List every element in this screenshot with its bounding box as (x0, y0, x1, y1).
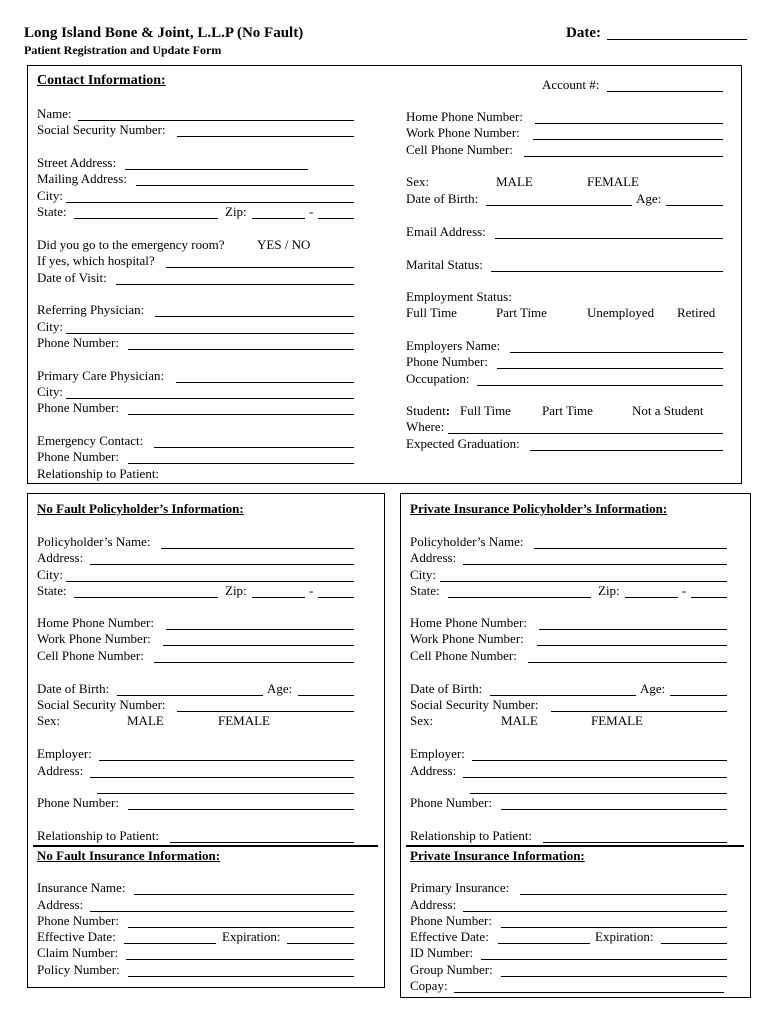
no-fault-heading: No Fault Policyholder’s Information: (37, 501, 244, 516)
pi-expiration-field[interactable] (661, 943, 727, 944)
student-not-a-student[interactable]: Not a Student (632, 403, 704, 418)
pi-state-field[interactable] (448, 597, 591, 598)
nf-employer-phone-label: Phone Number: (37, 795, 119, 810)
pi-expiration-label: Expiration: (595, 929, 654, 944)
student-label-text: Student (406, 403, 446, 418)
sex-female-option[interactable]: FEMALE (587, 174, 639, 189)
email-label: Email Address: (406, 224, 486, 239)
nf-zip-field[interactable] (252, 597, 305, 598)
pi-primary-insurance-field[interactable] (520, 894, 727, 895)
nf-insurance-phone-label: Phone Number: (37, 913, 119, 928)
nf-expiration-label: Expiration: (222, 929, 281, 944)
nf-effective-label: Effective Date: (37, 929, 116, 944)
student-full-time[interactable]: Full Time (460, 403, 511, 418)
nf-insurance-address-field[interactable] (90, 911, 354, 912)
nf-address-label: Address: (37, 550, 84, 565)
pi-work-phone-label: Work Phone Number: (410, 631, 524, 646)
ssn-field[interactable] (177, 136, 354, 137)
pi-group-number-label: Group Number: (410, 962, 493, 977)
home-phone-field[interactable] (535, 123, 723, 124)
referring-label: Referring Physician: (37, 302, 145, 317)
sex-label: Sex: (406, 174, 430, 189)
pi-insurance-address-label: Address: (410, 897, 457, 912)
employer-phone-label: Phone Number: (406, 354, 488, 369)
zip-dash: - (309, 204, 314, 219)
pi-insurance-address-field[interactable] (463, 911, 727, 912)
employment-unemployed[interactable]: Unemployed (587, 305, 655, 320)
street-field[interactable] (125, 169, 308, 170)
pi-dob-label: Date of Birth: (410, 681, 483, 696)
account-label: Account #: (542, 77, 600, 92)
where-field[interactable] (448, 433, 723, 434)
age-field[interactable] (666, 205, 723, 206)
emergency-label: Emergency Contact: (37, 433, 144, 448)
primary-care-label: Primary Care Physician: (37, 368, 165, 383)
pi-id-number-field[interactable] (481, 959, 727, 960)
contact-heading: Contact Information: (37, 73, 166, 88)
nf-work-phone-label: Work Phone Number: (37, 631, 151, 646)
nf-policy-label: Policy Number: (37, 962, 120, 977)
nf-sex-male-option[interactable]: MALE (127, 713, 164, 728)
nf-employer-address-line2[interactable] (97, 793, 354, 794)
pi-relationship-field[interactable] (543, 842, 727, 843)
pi-zip-field[interactable] (625, 597, 678, 598)
work-phone-field[interactable] (533, 139, 723, 140)
pi-zip-label: Zip: (598, 583, 620, 598)
nf-home-phone-label: Home Phone Number: (37, 615, 154, 630)
referring-city-field[interactable] (66, 333, 354, 334)
pi-age-field[interactable] (670, 695, 727, 696)
visit-label: Date of Visit: (37, 270, 107, 285)
nf-dob-label: Date of Birth: (37, 681, 110, 696)
hospital-label: If yes, which hospital? (37, 253, 155, 268)
street-label: Street Address: (37, 155, 117, 170)
emergency-field[interactable] (154, 447, 354, 448)
pi-employer-field[interactable] (472, 760, 727, 761)
zip-ext-field[interactable] (318, 218, 354, 219)
primary-city-field[interactable] (66, 398, 354, 399)
pi-age-label: Age: (640, 681, 666, 696)
nf-relationship-label: Relationship to Patient: (37, 828, 160, 843)
pi-home-phone-label: Home Phone Number: (410, 615, 527, 630)
name-field[interactable] (78, 120, 354, 121)
pi-employer-phone-field[interactable] (501, 809, 727, 810)
city-label: City: (37, 188, 64, 203)
pi-primary-insurance-label: Primary Insurance: (410, 880, 510, 895)
pi-sex-label: Sex: (410, 713, 434, 728)
mailing-field[interactable] (136, 185, 354, 186)
cell-phone-field[interactable] (524, 156, 723, 157)
nf-policyholder-label: Policyholder’s Name: (37, 534, 151, 549)
pi-sex-female-option[interactable]: FEMALE (591, 713, 643, 728)
pi-copay-label: Copay: (410, 978, 448, 993)
nf-cell-phone-label: Cell Phone Number: (37, 648, 144, 663)
nf-employer-address-label: Address: (37, 763, 84, 778)
nf-insurance-heading: No Fault Insurance Information: (37, 848, 221, 863)
relationship-label: Relationship to Patient: (37, 466, 160, 481)
primary-phone-field[interactable] (128, 414, 354, 415)
student-label-colon: : (445, 403, 451, 418)
nf-policyholder-field[interactable] (161, 548, 354, 549)
nf-state-field[interactable] (74, 597, 218, 598)
cell-phone-label: Cell Phone Number: (406, 142, 513, 157)
pi-insurance-phone-label: Phone Number: (410, 913, 492, 928)
pi-zip-ext-field[interactable] (691, 597, 727, 598)
ssn-label: Social Security Number: (37, 122, 166, 137)
mailing-label: Mailing Address: (37, 171, 127, 186)
graduation-field[interactable] (530, 450, 723, 451)
pi-sex-male-option[interactable]: MALE (501, 713, 538, 728)
pi-home-phone-field[interactable] (539, 629, 727, 630)
pi-state-label: State: (410, 583, 440, 598)
pi-insurance-phone-field[interactable] (501, 927, 727, 928)
where-label: Where: (406, 419, 445, 434)
nf-address-field[interactable] (90, 564, 354, 565)
nf-employer-address-field[interactable] (90, 777, 354, 778)
nf-insurance-name-field[interactable] (134, 894, 354, 895)
email-field[interactable] (495, 238, 723, 239)
pi-divider (406, 845, 744, 847)
primary-city-label: City: (37, 384, 64, 399)
primary-care-field[interactable] (176, 382, 354, 383)
nf-insurance-phone-field[interactable] (128, 927, 354, 928)
emergency-phone-label: Phone Number: (37, 449, 119, 464)
student-part-time[interactable]: Part Time (542, 403, 593, 418)
form-title: Long Island Bone & Joint, L.L.P (No Fault) (24, 25, 304, 41)
form-subtitle: Patient Registration and Update Form (24, 43, 222, 57)
employers-name-label: Employers Name: (406, 338, 501, 353)
nf-zip-ext-field[interactable] (318, 597, 354, 598)
referring-field[interactable] (155, 316, 354, 317)
employment-label: Employment Status: (406, 289, 512, 304)
city-field[interactable] (66, 202, 354, 203)
zip-field[interactable] (252, 218, 305, 219)
home-phone-label: Home Phone Number: (406, 109, 523, 124)
dob-field[interactable] (486, 205, 632, 206)
nf-cell-phone-field[interactable] (154, 662, 354, 663)
pi-city-label: City: (410, 567, 437, 582)
marital-field[interactable] (491, 271, 723, 272)
nf-age-label: Age: (267, 681, 293, 696)
pi-insurance-heading: Private Insurance Information: (410, 848, 585, 863)
pi-relationship-label: Relationship to Patient: (410, 828, 533, 843)
nf-divider (33, 845, 378, 847)
nf-sex-label: Sex: (37, 713, 61, 728)
emergency-phone-field[interactable] (128, 463, 354, 464)
nf-age-field[interactable] (298, 695, 354, 696)
pi-address-field[interactable] (463, 564, 727, 565)
pi-policyholder-field[interactable] (534, 548, 727, 549)
pi-employer-label: Employer: (410, 746, 465, 761)
account-field[interactable] (607, 91, 723, 92)
employment-part-time[interactable]: Part Time (496, 305, 547, 320)
pi-dob-field[interactable] (490, 695, 636, 696)
state-label: State: (37, 204, 67, 219)
pi-effective-label: Effective Date: (410, 929, 489, 944)
pi-employer-address-line2[interactable] (470, 793, 727, 794)
private-heading: Private Insurance Policyholder’s Information: (410, 501, 668, 516)
nf-employer-label: Employer: (37, 746, 92, 761)
pi-city-field[interactable] (440, 581, 727, 582)
nf-claim-label: Claim Number: (37, 945, 119, 960)
work-phone-label: Work Phone Number: (406, 125, 520, 140)
nf-employer-field[interactable] (99, 760, 354, 761)
sex-male-option[interactable]: MALE (496, 174, 533, 189)
pi-id-number-label: ID Number: (410, 945, 474, 960)
er-yes-no[interactable]: YES / NO (257, 237, 311, 252)
primary-phone-label: Phone Number: (37, 400, 119, 415)
pi-copay-field[interactable] (454, 992, 724, 993)
date-label: Date: (566, 25, 601, 41)
referring-phone-label: Phone Number: (37, 335, 119, 350)
nf-ssn-field[interactable] (177, 711, 354, 712)
nf-city-label: City: (37, 567, 64, 582)
employers-name-field[interactable] (510, 352, 723, 353)
nf-state-label: State: (37, 583, 67, 598)
referring-city-label: City: (37, 319, 64, 334)
nf-insurance-name-label: Insurance Name: (37, 880, 126, 895)
dob-label: Date of Birth: (406, 191, 479, 206)
nf-claim-field[interactable] (126, 959, 354, 960)
referring-phone-field[interactable] (128, 349, 354, 350)
nf-home-phone-field[interactable] (166, 629, 354, 630)
zip-label: Zip: (225, 204, 247, 219)
pi-group-number-field[interactable] (501, 976, 727, 977)
pi-cell-phone-label: Cell Phone Number: (410, 648, 517, 663)
nf-ssn-label: Social Security Number: (37, 697, 166, 712)
pi-ssn-field[interactable] (551, 711, 727, 712)
pi-employer-phone-label: Phone Number: (410, 795, 492, 810)
nf-policy-field[interactable] (128, 976, 354, 977)
pi-ssn-label: Social Security Number: (410, 697, 539, 712)
pi-work-phone-field[interactable] (537, 645, 727, 646)
marital-label: Marital Status: (406, 257, 483, 272)
nf-insurance-address-label: Address: (37, 897, 84, 912)
employment-full-time[interactable]: Full Time (406, 305, 457, 320)
nf-expiration-field[interactable] (287, 943, 354, 944)
pi-employer-address-label: Address: (410, 763, 457, 778)
er-question: Did you go to the emergency room? (37, 237, 225, 252)
pi-employer-address-field[interactable] (463, 777, 727, 778)
pi-address-label: Address: (410, 550, 457, 565)
pi-policyholder-label: Policyholder’s Name: (410, 534, 524, 549)
employment-retired[interactable]: Retired (677, 305, 716, 320)
pi-cell-phone-field[interactable] (528, 662, 727, 663)
pi-zip-dash: - (682, 583, 687, 598)
nf-zip-dash: - (309, 583, 314, 598)
nf-zip-label: Zip: (225, 583, 247, 598)
nf-relationship-field[interactable] (170, 842, 354, 843)
age-label: Age: (636, 191, 662, 206)
date-field[interactable] (607, 39, 747, 40)
state-field[interactable] (74, 218, 218, 219)
nf-dob-field[interactable] (117, 695, 263, 696)
nf-sex-female-option[interactable]: FEMALE (218, 713, 270, 728)
pi-effective-field[interactable] (498, 943, 590, 944)
graduation-label: Expected Graduation: (406, 436, 520, 451)
nf-city-field[interactable] (66, 581, 354, 582)
name-label: Name: (37, 106, 72, 121)
nf-work-phone-field[interactable] (163, 645, 354, 646)
nf-employer-phone-field[interactable] (128, 809, 354, 810)
visit-field[interactable] (116, 284, 354, 285)
occupation-field[interactable] (477, 385, 723, 386)
student-label (406, 403, 450, 419)
employer-phone-field[interactable] (497, 368, 723, 369)
hospital-field[interactable] (166, 267, 354, 268)
nf-effective-field[interactable] (124, 943, 216, 944)
occupation-label: Occupation: (406, 371, 470, 386)
